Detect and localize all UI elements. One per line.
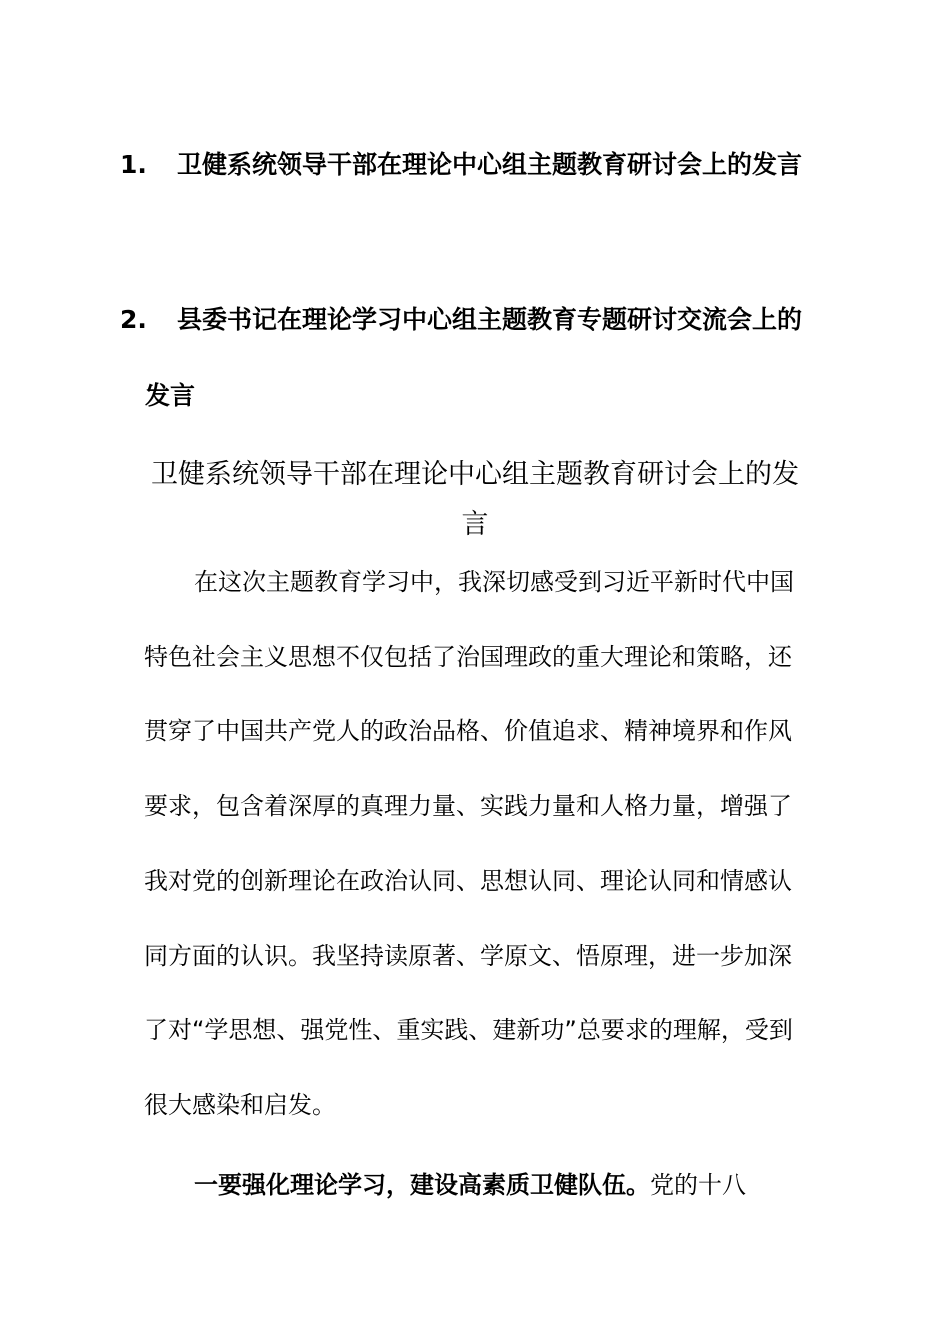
toc-item-number: 1. [120, 150, 147, 179]
toc-item-title: 卫健系统领导干部在理论中心组主题教育研讨会上的发言 [177, 150, 803, 179]
paragraph-text: 党的十八 [650, 1171, 746, 1199]
paragraph-lead-heading: 一要强化理论学习，建设高素质卫健队伍。 [194, 1171, 650, 1199]
document-title: 卫健系统领导干部在理论中心组主题教育研讨会上的发言 [151, 459, 799, 540]
toc-item-title: 县委书记在理论学习中心组主题教育专题研讨交流会上的发言 [145, 305, 803, 410]
body-paragraph-2 [144, 1148, 812, 1223]
body-paragraph-1: 在这次主题教育学习中，我深切感受到习近平新时代中国特色社会主义思想不仅包括了治国理政的重大理论和策略，还贯穿了中国共产党人的政治品格、价值追求、精神境界和作风要求，包含着深厚的真理力量、实践力量和人格力量，增强了我对党的创新理论在政治认同、思想认同、理论认同和情感认同方面的认识。我坚持读原著、学原文、悟原理，进一步加深了对“学思想、强党性、重实践、建新功”总要求的理解，受到很大感染和启发。 [144, 568, 794, 1119]
toc-item-number: 2. [120, 305, 147, 334]
